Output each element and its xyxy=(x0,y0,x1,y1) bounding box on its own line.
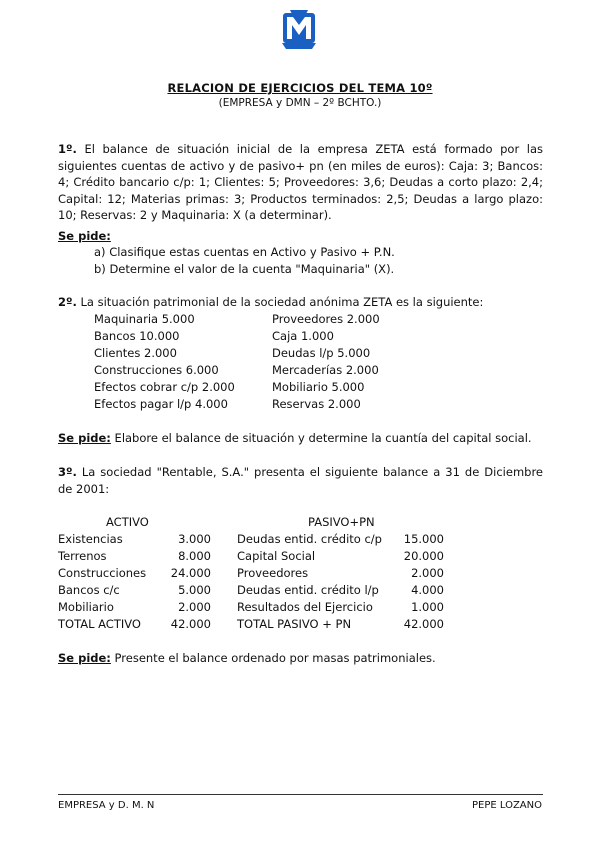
exercise-3-statement: La sociedad "Rentable, S.A." presenta el siguiente balance a 31 de Diciembre de 2001: xyxy=(58,465,543,496)
ex2-left-item: Construcciones 6.000 xyxy=(94,363,219,377)
ex2-right-item: Deudas l/p 5.000 xyxy=(272,346,371,360)
footer-left: EMPRESA y D. M. N xyxy=(58,800,155,811)
pasivo-value: 4.000 xyxy=(411,583,444,597)
pasivo-header: PASIVO+PN xyxy=(308,515,375,529)
activo-value: 8.000 xyxy=(178,549,211,563)
activo-name: Bancos c/c xyxy=(58,583,120,597)
footer-divider xyxy=(58,794,543,795)
ex2-left-item: Maquinaria 5.000 xyxy=(94,312,195,326)
exercise-2-number: 2º. xyxy=(58,295,77,309)
exercise-1-se-pide: Se pide: xyxy=(58,229,111,243)
exercise-1-option-b: b) Determine el valor de la cuenta "Maquinaria" (X). xyxy=(94,262,395,276)
pasivo-total-label: TOTAL PASIVO + PN xyxy=(237,617,352,631)
exercise-3-se-pide: Se pide: Presente el balance ordenado por masas patrimoniales. xyxy=(58,651,436,665)
exercise-3-text xyxy=(58,464,543,497)
pasivo-value: 20.000 xyxy=(403,549,444,563)
activo-name: Construcciones xyxy=(58,566,147,580)
pasivo-name: Deudas entid. crédito l/p xyxy=(237,583,379,597)
activo-name: Existencias xyxy=(58,532,123,546)
pasivo-name: Proveedores xyxy=(237,566,309,580)
ex2-right-item: Proveedores 2.000 xyxy=(272,312,380,326)
ex2-left-item: Bancos 10.000 xyxy=(94,329,180,343)
exercise-3-pide-text: Presente el balance ordenado por masas patrimoniales. xyxy=(114,651,436,665)
activo-name: Terrenos xyxy=(58,549,107,563)
school-crest-icon xyxy=(282,8,316,50)
pasivo-total-value: 42.000 xyxy=(403,617,444,631)
ex2-left-item: Efectos cobrar c/p 2.000 xyxy=(94,380,235,394)
activo-value: 24.000 xyxy=(170,566,211,580)
page-subtitle: (EMPRESA y DMN – 2º BCHTO.) xyxy=(218,97,382,109)
activo-value: 5.000 xyxy=(178,583,211,597)
activo-header: ACTIVO xyxy=(106,515,149,529)
activo-total-value: 42.000 xyxy=(170,617,211,631)
ex2-right-item: Mobiliario 5.000 xyxy=(272,380,365,394)
ex2-left-item: Clientes 2.000 xyxy=(94,346,177,360)
pasivo-name: Deudas entid. crédito c/p xyxy=(237,532,382,546)
activo-value: 2.000 xyxy=(178,600,211,614)
ex2-left-item: Efectos pagar l/p 4.000 xyxy=(94,397,228,411)
pasivo-value: 1.000 xyxy=(411,600,444,614)
page-title: RELACION DE EJERCICIOS DEL TEMA 10º xyxy=(167,81,433,95)
activo-total-label: TOTAL ACTIVO xyxy=(58,617,141,631)
pasivo-value: 15.000 xyxy=(403,532,444,546)
ex2-right-item: Reservas 2.000 xyxy=(272,397,361,411)
exercise-1-text xyxy=(58,141,543,224)
exercise-2-pide-text: Elabore el balance de situación y determine la cuantía del capital social. xyxy=(114,431,532,445)
pasivo-name: Capital Social xyxy=(237,549,316,563)
pasivo-value: 2.000 xyxy=(411,566,444,580)
pasivo-name: Resultados del Ejercicio xyxy=(237,600,373,614)
activo-name: Mobiliario xyxy=(58,600,114,614)
exercise-2-se-pide: Se pide: Elabore el balance de situación y determine la cuantía del capital social. xyxy=(58,431,532,445)
activo-value: 3.000 xyxy=(178,532,211,546)
exercise-1-option-a: a) Clasifique estas cuentas en Activo y Pasivo + P.N. xyxy=(94,245,395,259)
exercise-1-number: 1º. xyxy=(58,142,77,156)
ex2-right-item: Mercaderías 2.000 xyxy=(272,363,379,377)
exercise-3-number: 3º. xyxy=(58,465,77,479)
ex2-right-item: Caja 1.000 xyxy=(272,329,334,343)
exercise-2-text xyxy=(58,294,543,311)
footer-right: PEPE LOZANO xyxy=(471,800,542,811)
exercise-1-statement: El balance de situación inicial de la empresa ZETA está formado por las siguientes cuentas de activo y de pasivo+ pn (en miles de euros): Caja: 3; Bancos: 4; Crédito bancario c/p: 1; Clientes: 5; Proveedores: 3,6; Deudas a corto plazo: 2,4; Capital: 12; Materias primas: 3; Productos terminados: 2,5; Deudas a largo plazo: 10; Reservas: 2 y Maquinaria: X (a determinar). xyxy=(58,142,543,222)
exercise-2-statement: La situación patrimonial de la sociedad anónima ZETA es la siguiente: xyxy=(80,295,484,309)
